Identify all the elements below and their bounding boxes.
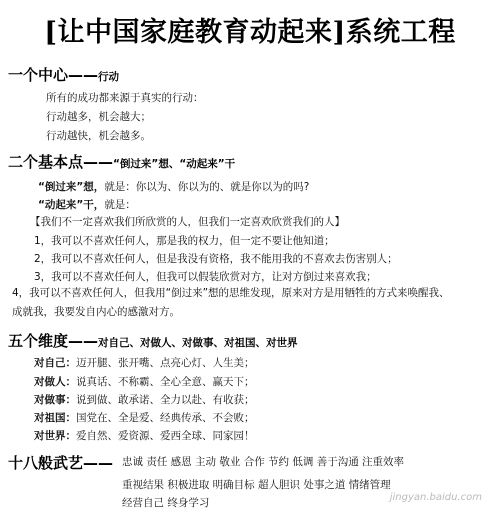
- term: 对自己：: [34, 357, 76, 369]
- heading-text: 五个维度——: [8, 332, 99, 350]
- dimension-row: [34, 375, 255, 389]
- text: 爱自然、爱资源、爱西全球、同家园！: [76, 430, 255, 442]
- term: 对做事：: [34, 394, 76, 406]
- watermark: jingyan.baidu.com: [389, 492, 482, 503]
- term: 对祖国：: [34, 412, 76, 424]
- dimension-row: [34, 411, 255, 425]
- text-line: 所有的成功都来源于真实的行动：: [46, 92, 204, 104]
- term: 对世界：: [34, 430, 76, 442]
- list-item: 4，我可以不喜欢任何人，但我用“倒过来”想的思维发现，原来对方是用牺牲的方式来唤醒我、成就我，我要发自内心的感激对方。: [12, 287, 450, 318]
- bracket-quote: 【我们不一定喜欢我们所欣赏的人，但我们一定喜欢欣赏我们的人】: [30, 216, 345, 228]
- heading-subtext: 对自己、对做人、对做事、对祖国、对世界: [98, 337, 298, 349]
- text-line: 行动越快，机会越多。: [46, 130, 151, 142]
- dimension-row: [34, 393, 255, 407]
- text-line: [38, 180, 309, 194]
- text: 就是：你以为、你以为的、就是你以为的吗?: [104, 181, 310, 193]
- list-item: 3，我可以不喜欢任何人，但我可以假装欣赏对方，让对方倒过来喜欢我；: [34, 271, 377, 283]
- document-title: [让中国家庭教育动起来]系统工程: [44, 17, 456, 48]
- section-heading-eighteen-skills: [8, 452, 113, 473]
- heading-subtext: “倒过来”想、“动起来”干: [113, 158, 236, 170]
- term: “倒过来”想，: [38, 181, 105, 193]
- dimension-row: [34, 356, 255, 370]
- dimension-row: [34, 429, 255, 443]
- text: 就是：: [104, 199, 136, 211]
- text: 说真话、不称霸、全心全意、赢天下；: [76, 376, 255, 388]
- heading-subtext: 行动: [98, 71, 120, 83]
- skills-line: 重视结果 积极进取 明确目标 超人胆识 处事之道 情绪管理: [122, 479, 391, 491]
- section-heading-one-center: [8, 64, 119, 85]
- skills-line: 经营自己 终身学习: [122, 497, 210, 509]
- section-heading-two-points: [8, 151, 235, 172]
- text-line: [38, 198, 136, 212]
- section-heading-five-dimensions: [8, 330, 298, 351]
- text: 说到做、敢承诺、全力以赴、有收获；: [76, 394, 255, 406]
- skills-line: 忠诚 责任 感恩 主动 敬业 合作 节约 低调 善于沟通 注重效率: [122, 456, 405, 468]
- heading-text: 十八般武艺——: [8, 454, 114, 472]
- list-item: 1，我可以不喜欢任何人，那是我的权力，但一定不要让他知道；: [34, 235, 335, 247]
- text: 迈开腿、张开嘴、点亮心灯、人生美；: [76, 357, 255, 369]
- term: “动起来”干，: [38, 199, 105, 211]
- heading-text: 一个中心——: [8, 66, 99, 84]
- text: 国党在、全是爱、经典传承、不会败；: [76, 412, 255, 424]
- heading-text: 二个基本点——: [8, 153, 114, 171]
- list-item: 2，我可以不喜欢任何人，但是我没有资格，我不能用我的不喜欢去伤害别人；: [34, 253, 398, 265]
- term: 对做人：: [34, 376, 76, 388]
- text-line: 行动越多，机会越大；: [46, 111, 151, 123]
